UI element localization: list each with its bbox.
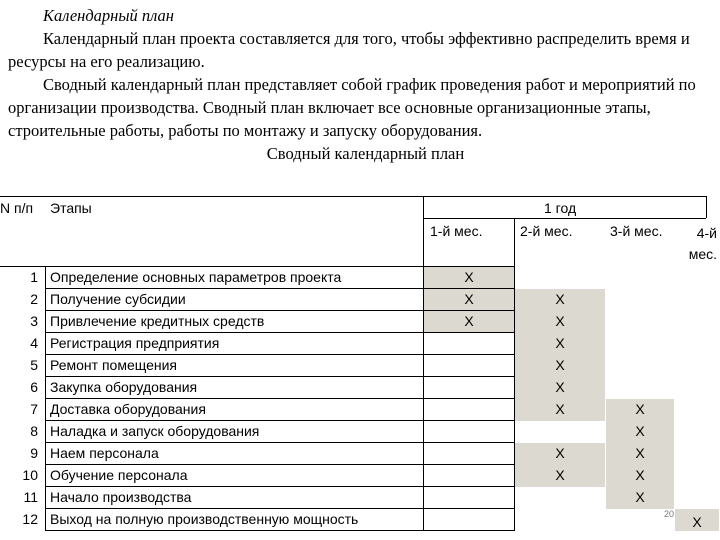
header-num: N п/п: [0, 200, 34, 216]
row-number: 12: [22, 511, 38, 527]
grid-line: [423, 509, 424, 531]
grid-line: [45, 487, 46, 509]
schedule-mark: X: [635, 467, 645, 483]
grid-line: [45, 530, 515, 531]
stage-name: Наем персонала: [50, 445, 159, 461]
header-month-1: 1-й мес.: [430, 223, 483, 239]
table-row: [0, 377, 720, 399]
header-stages: Этапы: [50, 200, 92, 216]
grid-line: [514, 377, 515, 399]
grid-line: [423, 267, 424, 289]
grid-line: [45, 311, 46, 333]
table-row: [0, 399, 720, 421]
row-number: 2: [30, 291, 38, 307]
schedule-mark: X: [555, 445, 565, 461]
row-number: 11: [23, 489, 38, 505]
grid-line: [514, 465, 515, 487]
header-year-left-border: [423, 196, 424, 266]
grid-line: [423, 377, 424, 399]
row-number: 1: [30, 269, 38, 285]
header-year: 1 год: [544, 200, 577, 216]
schedule-mark: X: [635, 401, 645, 417]
grid-line: [45, 333, 46, 355]
row-number: 9: [30, 445, 38, 461]
grid-line: [45, 399, 46, 421]
row-number: 7: [30, 401, 38, 417]
header-month-4: 4-й мес.: [688, 225, 717, 262]
stage-name: Выход на полную производственную мощность: [50, 511, 359, 527]
row-number: 6: [30, 379, 38, 395]
header-month-divider: [514, 218, 515, 266]
schedule-mark: X: [692, 514, 702, 530]
header-year-border: [424, 218, 706, 219]
stage-name: Определение основных параметров проекта: [50, 269, 342, 285]
schedule-mark: X: [635, 423, 645, 439]
table-row: [0, 443, 720, 465]
table-row: [0, 487, 720, 509]
row-number: 5: [30, 357, 38, 373]
schedule-table: [0, 196, 720, 540]
stage-name: Наладка и запуск оборудования: [50, 423, 260, 439]
schedule-mark: X: [464, 291, 474, 307]
stage-name: Ремонт помещения: [50, 357, 178, 373]
table-row: [0, 355, 720, 377]
stage-name: Закупка оборудования: [50, 379, 198, 395]
schedule-mark: X: [555, 401, 565, 417]
schedule-mark: X: [635, 445, 645, 461]
stage-name: Начало производства: [50, 489, 192, 505]
grid-line: [514, 443, 515, 465]
schedule-mark: X: [555, 379, 565, 395]
table-row: [0, 333, 720, 355]
header-month-3: 3-й мес.: [610, 223, 663, 239]
grid-line: [423, 465, 424, 487]
grid-line: [45, 267, 46, 289]
grid-line: [45, 377, 46, 399]
header-right-border: [706, 196, 707, 218]
stage-name: Привлечение кредитных средств: [50, 313, 265, 329]
grid-line: [423, 355, 424, 377]
row-number: 10: [22, 467, 38, 483]
grid-line: [514, 311, 515, 333]
paragraph-2: Сводный календарный план представляет собой график проведения работ и мероприятий по организации производства. Сводный план включает все основные организационные этапы, строительные работы, работы по монтажу и запуску оборудования.: [8, 75, 696, 140]
grid-line: [423, 399, 424, 421]
grid-line: [45, 421, 46, 443]
table-row: [0, 311, 720, 333]
table-row: [0, 465, 720, 487]
grid-line: [514, 399, 515, 421]
grid-line: [514, 289, 515, 311]
header-month-2: 2-й мес.: [520, 223, 573, 239]
stage-name: Обучение персонала: [50, 467, 188, 483]
schedule-mark: X: [464, 313, 474, 329]
schedule-mark: X: [555, 357, 565, 373]
row-number: 8: [30, 423, 38, 439]
grid-line: [45, 443, 46, 465]
grid-line: [514, 487, 515, 509]
schedule-mark: X: [635, 489, 645, 505]
stage-name: Получение субсидии: [50, 291, 186, 307]
schedule-mark: X: [555, 335, 565, 351]
grid-line: [423, 333, 424, 355]
schedule-mark: X: [555, 291, 565, 307]
page-number: 20: [664, 509, 675, 519]
table-row: [0, 289, 720, 311]
document-text: [8, 4, 713, 165]
table-row: [0, 509, 720, 531]
grid-line: [45, 289, 46, 311]
grid-line: [423, 421, 424, 443]
row-number: 3: [30, 313, 38, 329]
stage-name: Доставка оборудования: [50, 401, 206, 417]
grid-line: [514, 355, 515, 377]
header-top-border: [0, 196, 706, 197]
table-caption: Сводный календарный план: [266, 144, 465, 163]
grid-line: [514, 509, 515, 531]
paragraph-1: Календарный план проекта составляется для того, чтобы эффективно распределить время и ресурсы на его реализацию.: [8, 29, 690, 71]
schedule-mark: X: [555, 467, 565, 483]
grid-line: [423, 487, 424, 509]
schedule-mark: X: [555, 313, 565, 329]
grid-line: [45, 465, 46, 487]
document-title: Календарный план: [43, 6, 174, 25]
grid-line: [423, 311, 424, 333]
grid-line: [514, 421, 515, 443]
grid-line: [514, 333, 515, 355]
grid-line: [514, 267, 515, 289]
table-row: [0, 267, 720, 289]
schedule-mark: X: [464, 269, 474, 285]
grid-line: [45, 509, 46, 531]
grid-line: [423, 443, 424, 465]
stage-name: Регистрация предприятия: [50, 335, 220, 351]
row-number: 4: [30, 335, 38, 351]
grid-line: [423, 289, 424, 311]
grid-line: [45, 355, 46, 377]
table-row: [0, 421, 720, 443]
